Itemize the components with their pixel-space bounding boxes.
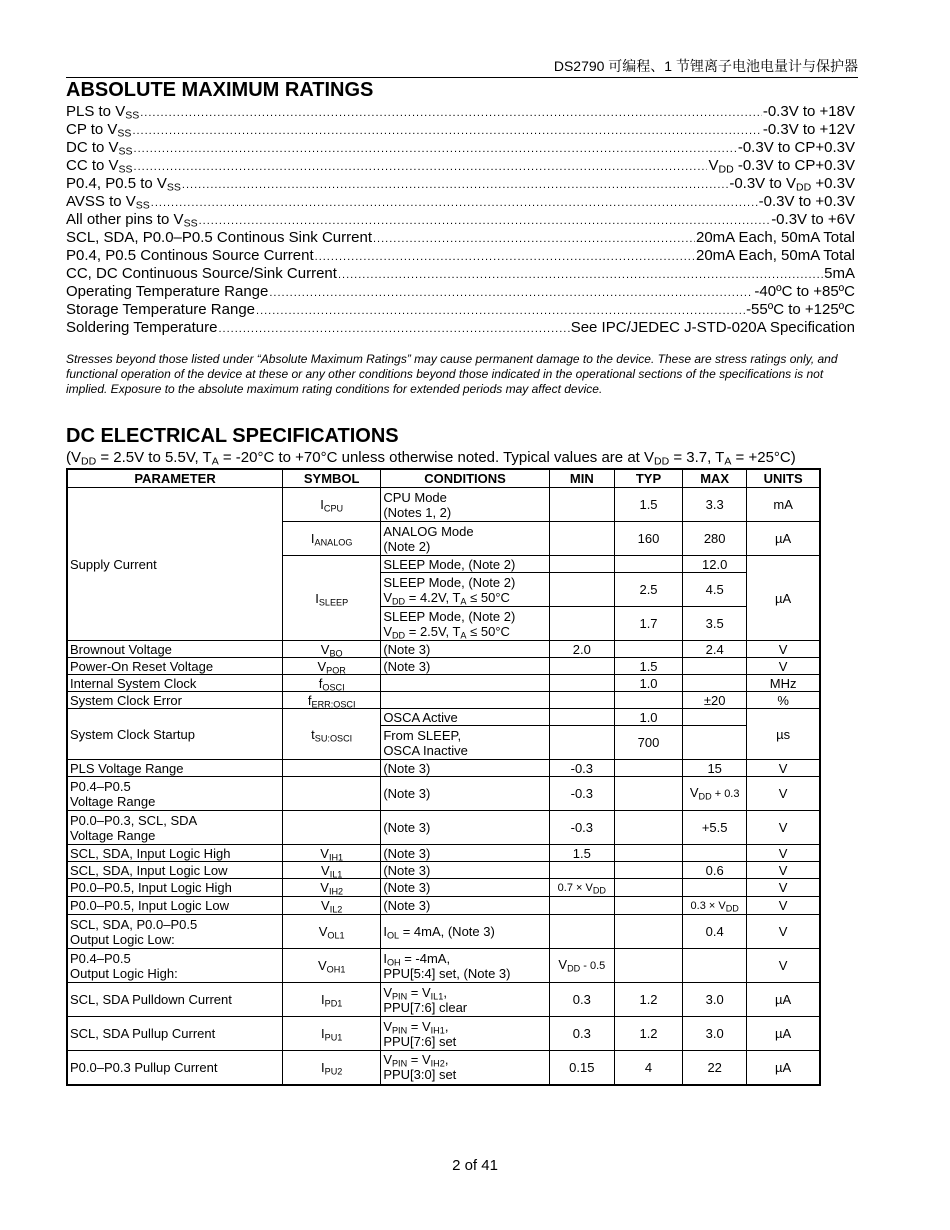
param: SCL, SDA, Input Logic Low bbox=[67, 862, 283, 879]
max-value: 3.0 bbox=[683, 983, 747, 1017]
conditions: (Note 3) bbox=[381, 777, 549, 811]
param: SCL, SDA Pullup Current bbox=[67, 1017, 283, 1051]
symbol: $V_{IH2}$ bbox=[283, 879, 381, 897]
param-supply-current: Supply Current bbox=[67, 488, 283, 641]
table-row bbox=[67, 862, 820, 879]
conditions: (Note 3) bbox=[381, 658, 549, 675]
symbol: $I_{PU2}$ bbox=[283, 1051, 381, 1085]
rating-value: -55ºC to +125ºC bbox=[746, 301, 855, 318]
typ-value bbox=[614, 692, 682, 709]
min-value bbox=[549, 897, 614, 915]
symbol: $I_{SLEEP}$ bbox=[283, 556, 381, 641]
param: P0.0–P0.5, Input Logic Low bbox=[67, 897, 283, 915]
conditions: (Note 3) bbox=[381, 760, 549, 777]
rating-label: AVSS to $V_{SS}$ bbox=[66, 193, 150, 212]
typ-value: 1.7 bbox=[614, 607, 682, 641]
max-value: 3.3 bbox=[683, 488, 747, 522]
min-value: $0.7 \times V_{DD}$ bbox=[549, 879, 614, 897]
table-row bbox=[67, 675, 820, 692]
min-value bbox=[549, 607, 614, 641]
conditions: (Note 3) bbox=[381, 897, 549, 915]
dc-spec-conditions: ($V_{DD} = 2.5V$ to 5.5V, $T_A = -20^\circ C$ to +70°C unless otherwise noted. Typical values are at $V_{DD} = 3.7$, $T_A = +25^\circ C$) bbox=[66, 449, 796, 468]
conditions: (Note 3) bbox=[381, 811, 549, 845]
units-value: V bbox=[747, 760, 820, 777]
typ-value bbox=[614, 760, 682, 777]
max-value bbox=[683, 658, 747, 675]
dot-leader bbox=[199, 212, 771, 230]
rating-label: All other pins to $V_{SS}$ bbox=[66, 211, 198, 230]
table-row bbox=[67, 488, 820, 522]
table-row bbox=[67, 777, 820, 811]
table-row bbox=[67, 641, 820, 658]
rating-value: -0.3V to CP+0.3V bbox=[737, 139, 855, 156]
rating-row bbox=[66, 247, 855, 265]
table-row bbox=[67, 879, 820, 897]
dot-leader bbox=[218, 320, 569, 338]
rating-row bbox=[66, 121, 855, 139]
symbol: $V_{IH1}$ bbox=[283, 845, 381, 862]
table-row bbox=[67, 983, 820, 1017]
max-value: $0.3 \times V_{DD}$ bbox=[683, 897, 747, 915]
max-value bbox=[683, 879, 747, 897]
param: SCL, SDA Pulldown Current bbox=[67, 983, 283, 1017]
max-value bbox=[683, 709, 747, 726]
max-value: 3.5 bbox=[683, 607, 747, 641]
min-value bbox=[549, 692, 614, 709]
rating-value: -0.3V to +6V bbox=[771, 211, 855, 228]
dot-leader bbox=[140, 104, 762, 122]
rating-row bbox=[66, 229, 855, 247]
typ-value bbox=[614, 811, 682, 845]
dc-spec-title: DC ELECTRICAL SPECIFICATIONS bbox=[66, 425, 399, 447]
max-value: 0.4 bbox=[683, 915, 747, 949]
page-number: 2 of 41 bbox=[452, 1157, 498, 1174]
stress-note: Stresses beyond those listed under “Absolute Maximum Ratings” may cause permanent damage to the device. These are stress ratings only, and functional operation of the device at these or any other conditions beyond those indicated in the operational sections of the specifications is not implied. Exposure to the absolute maximum rating conditions for extended periods may affect device. bbox=[66, 352, 838, 396]
col-symbol: SYMBOL bbox=[283, 469, 381, 488]
dot-leader bbox=[151, 194, 758, 212]
typ-value: 160 bbox=[614, 522, 682, 556]
param: P0.4–P0.5 Output Logic High: bbox=[67, 949, 283, 983]
dot-leader bbox=[134, 140, 737, 158]
rating-label: SCL, SDA, P0.0–P0.5 Continous Sink Current bbox=[66, 229, 372, 246]
rating-value: See IPC/JEDEC J-STD-020A Specification bbox=[570, 319, 855, 336]
units-value: µA bbox=[747, 522, 820, 556]
ratings-list bbox=[66, 103, 855, 337]
units-value: µA bbox=[747, 1051, 820, 1085]
rating-value: -40ºC to +85ºC bbox=[754, 283, 855, 300]
conditions: $V_{PIN} = V_{IH2}$, PPU[3:0] set bbox=[381, 1051, 549, 1085]
rating-label: CC to $V_{SS}$ bbox=[66, 157, 133, 176]
rating-row bbox=[66, 211, 855, 229]
rating-value: -0.3V to +0.3V bbox=[758, 193, 855, 210]
symbol: $I_{ANALOG}$ bbox=[283, 522, 381, 556]
conditions: From SLEEP, OSCA Inactive bbox=[381, 726, 549, 760]
dot-leader bbox=[315, 248, 695, 266]
rating-row bbox=[66, 103, 855, 121]
typ-value bbox=[614, 949, 682, 983]
table-row bbox=[67, 658, 820, 675]
table-row bbox=[67, 1051, 820, 1085]
max-value bbox=[683, 949, 747, 983]
rating-label: Soldering Temperature bbox=[66, 319, 218, 336]
max-value bbox=[683, 675, 747, 692]
param: SCL, SDA, P0.0–P0.5 Output Logic Low: bbox=[67, 915, 283, 949]
param: P0.0–P0.3, SCL, SDA Voltage Range bbox=[67, 811, 283, 845]
symbol: $V_{OL1}$ bbox=[283, 915, 381, 949]
typ-value bbox=[614, 556, 682, 573]
dot-leader bbox=[338, 266, 823, 284]
symbol: $t_{SU:OSCI}$ bbox=[283, 709, 381, 760]
param: System Clock Error bbox=[67, 692, 283, 709]
symbol: $V_{OH1}$ bbox=[283, 949, 381, 983]
header-rule bbox=[66, 77, 858, 78]
dc-spec-table bbox=[66, 468, 821, 1086]
min-value: -0.3 bbox=[549, 777, 614, 811]
conditions bbox=[381, 692, 549, 709]
rating-label: PLS to $V_{SS}$ bbox=[66, 103, 140, 122]
typ-value: 4 bbox=[614, 1051, 682, 1085]
symbol: $I_{PU1}$ bbox=[283, 1017, 381, 1051]
rating-row bbox=[66, 175, 855, 193]
param: Internal System Clock bbox=[67, 675, 283, 692]
param: Power-On Reset Voltage bbox=[67, 658, 283, 675]
units-value: V bbox=[747, 811, 820, 845]
symbol: $V_{IL2}$ bbox=[283, 897, 381, 915]
typ-value bbox=[614, 862, 682, 879]
units-value: V bbox=[747, 949, 820, 983]
rating-row bbox=[66, 157, 855, 175]
conditions: (Note 3) bbox=[381, 641, 549, 658]
units-value: µA bbox=[747, 983, 820, 1017]
typ-value: 1.0 bbox=[614, 675, 682, 692]
rating-row bbox=[66, 139, 855, 157]
typ-value: 2.5 bbox=[614, 573, 682, 607]
symbol: $V_{IL1}$ bbox=[283, 862, 381, 879]
rating-value: -0.3V to $V_{DD} +0.3V$ bbox=[729, 175, 855, 194]
min-value: -0.3 bbox=[549, 760, 614, 777]
col-min: MIN bbox=[549, 469, 614, 488]
min-value: -0.3 bbox=[549, 811, 614, 845]
table-row bbox=[67, 1017, 820, 1051]
max-value: 280 bbox=[683, 522, 747, 556]
conditions: (Note 3) bbox=[381, 862, 549, 879]
max-value bbox=[683, 845, 747, 862]
col-max: MAX bbox=[683, 469, 747, 488]
min-value bbox=[549, 915, 614, 949]
symbol: $I_{PD1}$ bbox=[283, 983, 381, 1017]
dot-leader bbox=[134, 158, 708, 176]
min-value bbox=[549, 488, 614, 522]
typ-value bbox=[614, 845, 682, 862]
max-value: $V_{DD} + 0.3$ bbox=[683, 777, 747, 811]
min-value bbox=[549, 556, 614, 573]
symbol bbox=[283, 811, 381, 845]
conditions: $V_{PIN} = V_{IL1}$, PPU[7:6] clear bbox=[381, 983, 549, 1017]
max-value bbox=[683, 726, 747, 760]
units-value: µA bbox=[747, 1017, 820, 1051]
min-value bbox=[549, 573, 614, 607]
dot-leader bbox=[373, 230, 695, 248]
absolute-max-title: ABSOLUTE MAXIMUM RATINGS bbox=[66, 79, 374, 101]
rating-row bbox=[66, 283, 855, 301]
rating-row bbox=[66, 193, 855, 211]
rating-value: -0.3V to +18V bbox=[762, 103, 855, 120]
rating-value: 20mA Each, 50mA Total bbox=[696, 229, 855, 246]
param: SCL, SDA, Input Logic High bbox=[67, 845, 283, 862]
rating-label: Operating Temperature Range bbox=[66, 283, 269, 300]
min-value bbox=[549, 675, 614, 692]
units-value: V bbox=[747, 777, 820, 811]
units-value: V bbox=[747, 915, 820, 949]
rating-value: 5mA bbox=[824, 265, 855, 282]
max-value: +5.5 bbox=[683, 811, 747, 845]
page-header: DS2790 可编程、1 节锂离子电池电量计与保护器 bbox=[553, 58, 858, 74]
units-value: mA bbox=[747, 488, 820, 522]
conditions: (Note 3) bbox=[381, 845, 549, 862]
max-value: 3.0 bbox=[683, 1017, 747, 1051]
typ-value: 1.5 bbox=[614, 658, 682, 675]
min-value: 0.3 bbox=[549, 1017, 614, 1051]
rating-row bbox=[66, 301, 855, 319]
symbol: $V_{BO}$ bbox=[283, 641, 381, 658]
table-row bbox=[67, 760, 820, 777]
param: P0.0–P0.5, Input Logic High bbox=[67, 879, 283, 897]
max-value: ±20 bbox=[683, 692, 747, 709]
max-value: 15 bbox=[683, 760, 747, 777]
conditions: ANALOG Mode (Note 2) bbox=[381, 522, 549, 556]
typ-value: 1.0 bbox=[614, 709, 682, 726]
min-value: 1.5 bbox=[549, 845, 614, 862]
param: System Clock Startup bbox=[67, 709, 283, 760]
conditions: SLEEP Mode, (Note 2) $V_{DD} = 4.2V$, $T_A \le 50^\circ C$ bbox=[381, 573, 549, 607]
dot-leader bbox=[269, 284, 753, 302]
dot-leader bbox=[182, 176, 728, 194]
units-value: V bbox=[747, 897, 820, 915]
rating-value: $V_{DD}$ -0.3V to CP+0.3V bbox=[708, 157, 855, 176]
rating-row bbox=[66, 265, 855, 283]
param: P0.0–P0.3 Pullup Current bbox=[67, 1051, 283, 1085]
rating-label: CP to $V_{SS}$ bbox=[66, 121, 132, 140]
table-row bbox=[67, 915, 820, 949]
typ-value: 1.2 bbox=[614, 1017, 682, 1051]
units-value: µA bbox=[747, 556, 820, 641]
typ-value bbox=[614, 915, 682, 949]
col-units: UNITS bbox=[747, 469, 820, 488]
typ-value bbox=[614, 897, 682, 915]
units-value: V bbox=[747, 658, 820, 675]
units-value: V bbox=[747, 862, 820, 879]
units-value: V bbox=[747, 879, 820, 897]
min-value: 0.3 bbox=[549, 983, 614, 1017]
typ-value bbox=[614, 879, 682, 897]
max-value: 22 bbox=[683, 1051, 747, 1085]
conditions: $I_{OL} = 4mA$, (Note 3) bbox=[381, 915, 549, 949]
table-row bbox=[67, 811, 820, 845]
param: PLS Voltage Range bbox=[67, 760, 283, 777]
min-value bbox=[549, 522, 614, 556]
table-header-row bbox=[67, 469, 820, 488]
typ-value bbox=[614, 641, 682, 658]
min-value bbox=[549, 709, 614, 726]
min-value bbox=[549, 658, 614, 675]
units-value: µs bbox=[747, 709, 820, 760]
rating-label: Storage Temperature Range bbox=[66, 301, 256, 318]
min-value bbox=[549, 726, 614, 760]
dot-leader bbox=[256, 302, 745, 320]
max-value: 4.5 bbox=[683, 573, 747, 607]
table-row bbox=[67, 845, 820, 862]
typ-value: 1.5 bbox=[614, 488, 682, 522]
units-value: % bbox=[747, 692, 820, 709]
rating-value: 20mA Each, 50mA Total bbox=[696, 247, 855, 264]
param: P0.4–P0.5 Voltage Range bbox=[67, 777, 283, 811]
symbol bbox=[283, 760, 381, 777]
col-parameter: PARAMETER bbox=[67, 469, 283, 488]
conditions: $V_{PIN} = V_{IH1}$, PPU[7:6] set bbox=[381, 1017, 549, 1051]
rating-label: CC, DC Continuous Source/Sink Current bbox=[66, 265, 337, 282]
symbol bbox=[283, 777, 381, 811]
typ-value bbox=[614, 777, 682, 811]
max-value: 12.0 bbox=[683, 556, 747, 573]
conditions: CPU Mode (Notes 1, 2) bbox=[381, 488, 549, 522]
conditions: (Note 3) bbox=[381, 879, 549, 897]
min-value: 0.15 bbox=[549, 1051, 614, 1085]
col-typ: TYP bbox=[614, 469, 682, 488]
units-value: MHz bbox=[747, 675, 820, 692]
dot-leader bbox=[132, 122, 761, 140]
min-value: 2.0 bbox=[549, 641, 614, 658]
min-value bbox=[549, 862, 614, 879]
table-row bbox=[67, 949, 820, 983]
rating-value: -0.3V to +12V bbox=[762, 121, 855, 138]
units-value: V bbox=[747, 641, 820, 658]
conditions: SLEEP Mode, (Note 2) bbox=[381, 556, 549, 573]
rating-label: DC to $V_{SS}$ bbox=[66, 139, 133, 158]
symbol: $V_{POR}$ bbox=[283, 658, 381, 675]
col-conditions: CONDITIONS bbox=[381, 469, 549, 488]
max-value: 2.4 bbox=[683, 641, 747, 658]
conditions: $I_{OH} = -4mA$, PPU[5:4] set, (Note 3) bbox=[381, 949, 549, 983]
rating-label: P0.4, P0.5 Continous Source Current bbox=[66, 247, 314, 264]
typ-value: 1.2 bbox=[614, 983, 682, 1017]
rating-row bbox=[66, 319, 855, 337]
conditions: OSCA Active bbox=[381, 709, 549, 726]
table-row bbox=[67, 692, 820, 709]
table-row bbox=[67, 897, 820, 915]
param: Brownout Voltage bbox=[67, 641, 283, 658]
table-row bbox=[67, 709, 820, 726]
conditions: SLEEP Mode, (Note 2) $V_{DD} = 2.5V$, $T_A \le 50^\circ C$ bbox=[381, 607, 549, 641]
units-value: V bbox=[747, 845, 820, 862]
symbol: $I_{CPU}$ bbox=[283, 488, 381, 522]
min-value: $V_{DD} - 0.5$ bbox=[549, 949, 614, 983]
conditions bbox=[381, 675, 549, 692]
symbol: $f_{ERR:OSCI}$ bbox=[283, 692, 381, 709]
max-value: 0.6 bbox=[683, 862, 747, 879]
typ-value: 700 bbox=[614, 726, 682, 760]
symbol: $f_{OSCI}$ bbox=[283, 675, 381, 692]
rating-label: P0.4, P0.5 to $V_{SS}$ bbox=[66, 175, 181, 194]
